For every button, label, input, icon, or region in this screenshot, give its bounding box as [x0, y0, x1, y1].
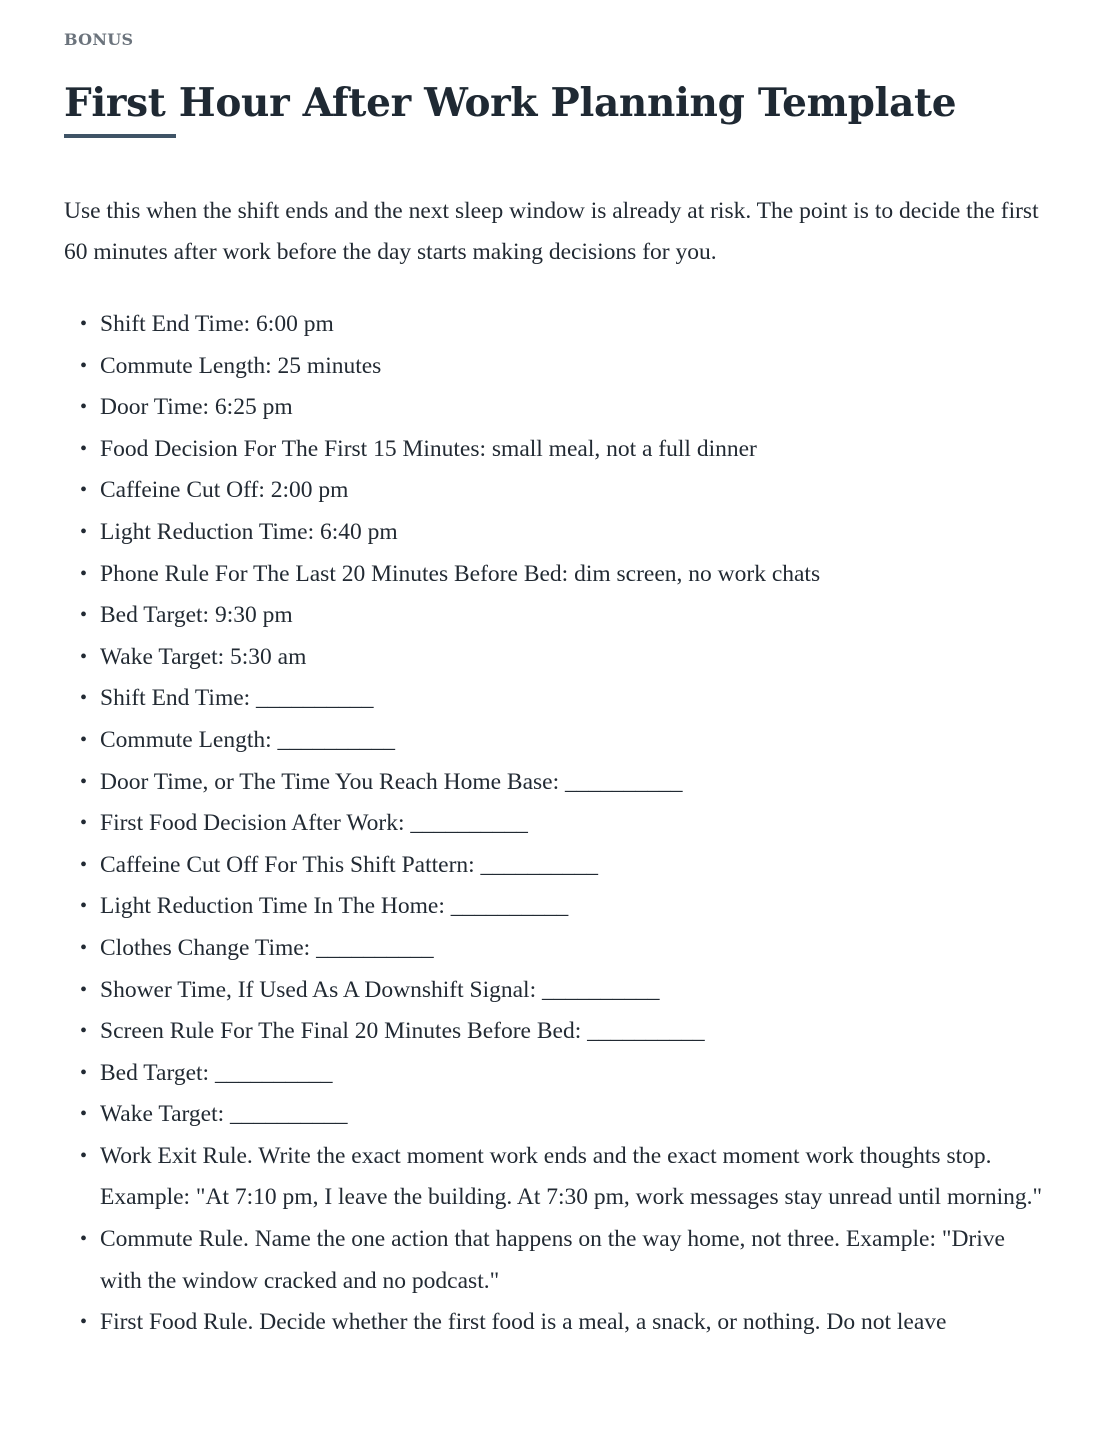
- list-item: [80, 554, 1045, 596]
- title-underline: [64, 134, 176, 138]
- list-item: [80, 470, 1045, 512]
- list-item: [80, 678, 1045, 720]
- list-item-text: Caffeine Cut Off For This Shift Pattern: __________: [100, 851, 599, 878]
- bullet-icon: •: [80, 812, 88, 835]
- list-item: [80, 1136, 1045, 1219]
- list-item: [80, 1219, 1045, 1302]
- list-item: [80, 803, 1045, 845]
- bullet-icon: •: [80, 437, 88, 460]
- bullet-icon: •: [80, 936, 88, 959]
- list-item: [80, 512, 1045, 554]
- bullet-icon: •: [80, 520, 88, 543]
- bullet-icon: •: [80, 1020, 88, 1043]
- bullet-icon: •: [80, 1061, 88, 1084]
- bullet-icon: •: [80, 1228, 88, 1251]
- list-item-text: Screen Rule For The Final 20 Minutes Before Bed: __________: [100, 1018, 705, 1045]
- template-list: [64, 304, 1045, 1344]
- bullet-icon: •: [80, 645, 88, 668]
- bullet-icon: •: [80, 1103, 88, 1126]
- bullet-icon: •: [80, 770, 88, 793]
- bullet-icon: •: [80, 354, 88, 377]
- bullet-icon: •: [80, 562, 88, 585]
- list-item-text: Shift End Time: 6:00 pm: [100, 311, 334, 337]
- list-item-text: Work Exit Rule. Write the exact moment work ends and the exact moment work thoughts stop. Example: "At 7:10 pm, I leave the building. At 7:30 pm, work messages stay unread until morning.": [100, 1142, 1043, 1211]
- list-item: [80, 595, 1045, 637]
- list-item-text: Bed Target: 9:30 pm: [100, 602, 293, 629]
- list-item: [80, 387, 1045, 429]
- list-item: [80, 1302, 1045, 1344]
- list-item-text: Commute Length: 25 minutes: [100, 352, 382, 379]
- list-item-text: Wake Target: __________: [100, 1101, 348, 1128]
- list-item: [80, 720, 1045, 762]
- list-item: [80, 637, 1045, 679]
- list-item: [80, 429, 1045, 471]
- list-item: [80, 845, 1045, 887]
- bullet-icon: •: [80, 1311, 88, 1334]
- bullet-icon: •: [80, 313, 88, 335]
- list-item: [80, 1053, 1045, 1095]
- list-item-text: Clothes Change Time: __________: [100, 934, 434, 961]
- list-item-text: Light Reduction Time: 6:40 pm: [100, 518, 398, 545]
- list-item-text: Light Reduction Time In The Home: __________: [100, 893, 569, 920]
- page-title: First Hour After Work Planning Template: [64, 80, 957, 126]
- list-item-text: Door Time, or The Time You Reach Home Base: __________: [100, 768, 683, 795]
- list-item: [80, 304, 1045, 346]
- list-item-text: Shift End Time: __________: [100, 685, 374, 712]
- list-item-text: Commute Rule. Name the one action that happens on the way home, not three. Example: "Drive with the window cracked and no podcast.": [100, 1226, 1005, 1294]
- list-item-text: First Food Rule. Decide whether the first food is a meal, a snack, or nothing. Do not leave: [100, 1309, 947, 1336]
- list-item-text: Commute Length: __________: [100, 726, 396, 753]
- bullet-icon: •: [80, 728, 88, 751]
- intro-paragraph: Use this when the shift ends and the next sleep window is already at risk. The point is to decide the first 60 minutes after work before the day starts making decisions for you.: [64, 198, 1039, 265]
- bullet-icon: •: [80, 853, 88, 876]
- list-item: [80, 886, 1045, 928]
- list-item-text: First Food Decision After Work: __________: [100, 810, 528, 837]
- list-item-text: Bed Target: __________: [100, 1059, 333, 1086]
- bullet-icon: •: [80, 396, 88, 419]
- bullet-icon: •: [80, 479, 88, 502]
- list-item-text: Food Decision For The First 15 Minutes: small meal, not a full dinner: [100, 435, 757, 462]
- list-item-text: Door Time: 6:25 pm: [100, 394, 293, 421]
- list-item-text: Wake Target: 5:30 am: [100, 643, 307, 670]
- bullet-icon: •: [80, 978, 88, 1001]
- list-item: [80, 1094, 1045, 1136]
- bullet-icon: •: [80, 895, 88, 918]
- section-eyebrow: BONUS: [64, 30, 134, 49]
- bullet-icon: •: [80, 604, 88, 627]
- bullet-icon: •: [80, 687, 88, 710]
- list-item-text: Caffeine Cut Off: 2:00 pm: [100, 477, 349, 504]
- list-item-text: Phone Rule For The Last 20 Minutes Before Bed: dim screen, no work chats: [100, 560, 821, 587]
- list-item: [80, 762, 1045, 804]
- list-item: [80, 1011, 1045, 1053]
- bullet-icon: •: [80, 1144, 88, 1167]
- list-item: [80, 346, 1045, 388]
- list-item-text: Shower Time, If Used As A Downshift Signal: __________: [100, 976, 660, 1003]
- list-item: [80, 928, 1045, 970]
- list-item: [80, 970, 1045, 1012]
